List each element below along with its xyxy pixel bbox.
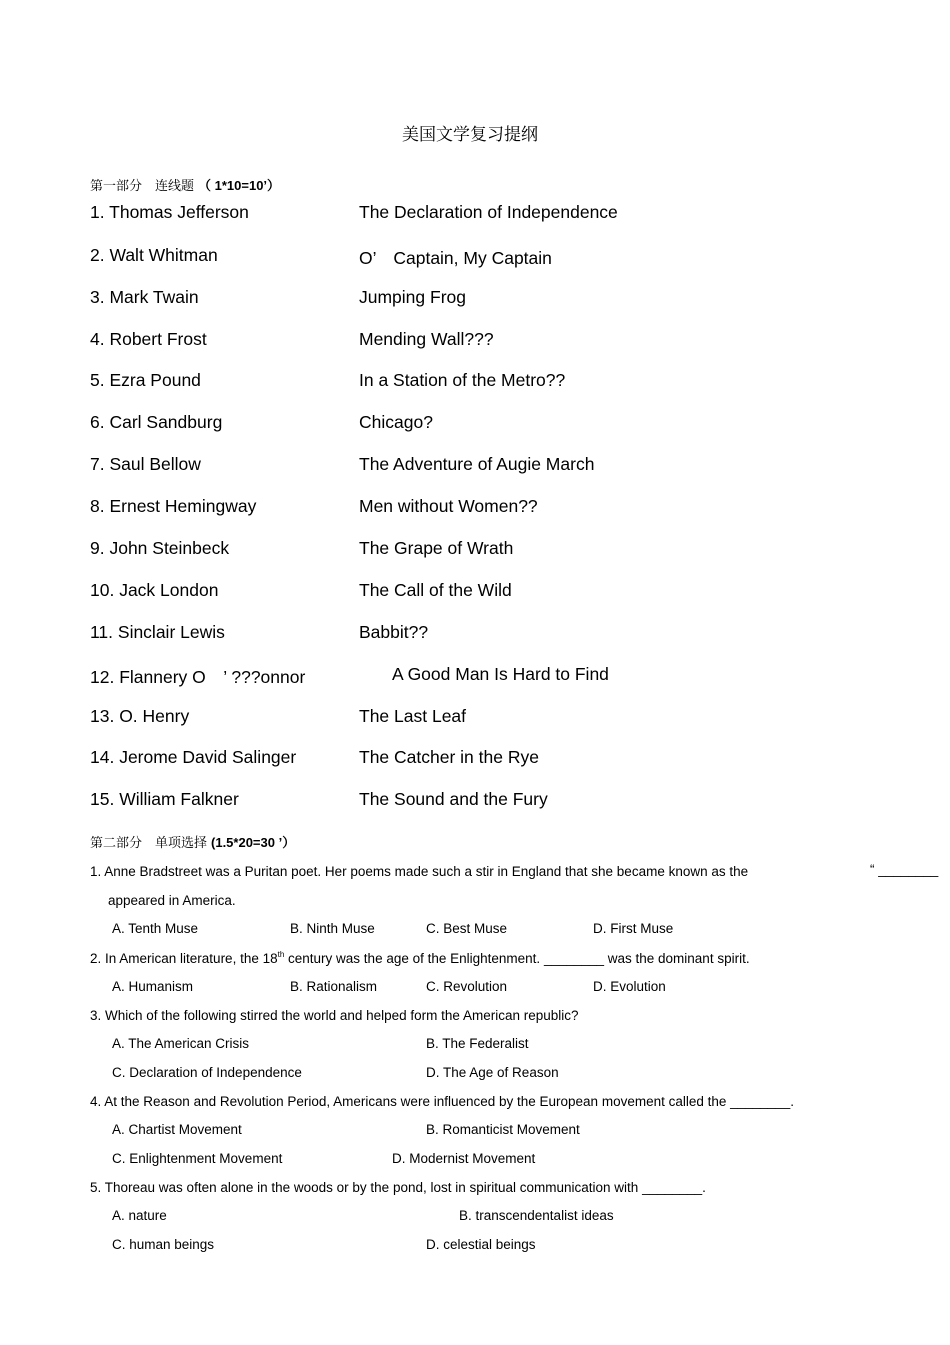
match-author: 10. Jack London	[90, 580, 219, 600]
match-work: Men without Women??	[359, 496, 538, 516]
question-2-option-d: D. Evolution	[593, 979, 666, 994]
question-5-option-c: C. human beings	[112, 1237, 215, 1252]
question-2-option-b: B. Rationalism	[290, 979, 378, 994]
question-1-option-a: A. Tenth Muse	[112, 921, 199, 936]
question-2-text	[90, 950, 750, 966]
match-work: The Last Leaf	[359, 706, 467, 726]
match-row	[90, 245, 870, 269]
question-2-superscript: th	[277, 950, 285, 959]
question-2-text-start: 2. In American literature, the 18	[90, 951, 278, 966]
match-author: 4. Robert Frost	[90, 329, 207, 349]
match-work: Chicago?	[359, 412, 433, 432]
match-work: A Good Man Is Hard to Find	[392, 664, 609, 684]
match-row	[90, 329, 870, 353]
match-work: In a Station of the Metro??	[359, 370, 566, 390]
match-row	[90, 706, 870, 730]
question-4-text: 4. At the Reason and Revolution Period, Americans were influenced by the European movement called the ________.	[90, 1094, 794, 1109]
match-author: 11. Sinclair Lewis	[90, 622, 225, 642]
match-work: The Catcher in the Rye	[359, 747, 539, 767]
match-author: 9. John Steinbeck	[90, 538, 230, 558]
match-row	[90, 287, 870, 311]
question-3-option-c: C. Declaration of Independence	[112, 1065, 302, 1080]
question-5-text: 5. Thoreau was often alone in the woods or by the pond, lost in spiritual communication with ________.	[90, 1180, 706, 1195]
match-work: Jumping Frog	[359, 287, 466, 307]
question-5-option-b: B. transcendentalist ideas	[459, 1208, 614, 1223]
question-4-option-c: C. Enlightenment Movement	[112, 1151, 283, 1166]
question-3-option-b: B. The Federalist	[426, 1036, 529, 1051]
match-row	[90, 202, 870, 226]
question-1-blank: “ ________	[870, 862, 939, 877]
question-2-text-end: century was the age of the Enlightenment. ________ was the dominant spirit.	[284, 951, 750, 966]
question-2-option-a: A. Humanism	[112, 979, 194, 994]
match-work: The Sound and the Fury	[359, 789, 548, 809]
match-row	[90, 664, 870, 688]
question-2-option-c: C. Revolution	[426, 979, 508, 994]
question-1-continuation: appeared in America.	[108, 893, 236, 908]
match-author: 1. Thomas Jefferson	[90, 202, 249, 222]
match-row	[90, 789, 870, 813]
match-work: Babbit??	[359, 622, 429, 642]
match-row	[90, 412, 870, 436]
part1-score: （ 1*10=10’）	[198, 178, 281, 193]
match-work: The Adventure of Augie March	[359, 454, 595, 474]
question-5-option-d: D. celestial beings	[426, 1237, 536, 1252]
part1-heading-label: 第一部分 连线题	[90, 179, 195, 194]
question-3-text: 3. Which of the following stirred the world and helped form the American republic?	[90, 1008, 579, 1023]
question-4-option-b: B. Romanticist Movement	[426, 1122, 580, 1137]
match-row	[90, 580, 870, 604]
match-work: The Call of the Wild	[359, 580, 512, 600]
question-1-option-b: B. Ninth Muse	[290, 921, 375, 936]
part2-heading	[90, 832, 295, 851]
question-3-option-a: A. The American Crisis	[112, 1036, 250, 1051]
question-5-option-a: A. nature	[112, 1208, 167, 1223]
match-author: 14. Jerome David Salinger	[90, 747, 297, 767]
match-author: 15. William Falkner	[90, 789, 239, 809]
match-author: 5. Ezra Pound	[90, 370, 201, 390]
match-work: O’ Captain, My Captain	[359, 248, 552, 268]
match-row	[90, 747, 870, 771]
question-3-option-d: D. The Age of Reason	[426, 1065, 559, 1080]
question-1-option-c: C. Best Muse	[426, 921, 508, 936]
match-work: Mending Wall???	[359, 329, 494, 349]
part1-heading	[90, 175, 280, 194]
match-author: 13. O. Henry	[90, 706, 190, 726]
match-author: 3. Mark Twain	[90, 287, 199, 307]
match-author: 2. Walt Whitman	[90, 245, 218, 265]
match-row	[90, 454, 870, 478]
match-row	[90, 538, 870, 562]
document-title: 美国文学复习提纲	[402, 125, 538, 145]
match-author: 8. Ernest Hemingway	[90, 496, 257, 516]
match-row	[90, 370, 870, 394]
match-row	[90, 496, 870, 520]
match-author: 7. Saul Bellow	[90, 454, 201, 474]
question-4-option-d: D. Modernist Movement	[392, 1151, 536, 1166]
question-1-text: 1. Anne Bradstreet was a Puritan poet. Her poems made such a stir in England that she became known as the	[90, 864, 749, 879]
match-work: The Declaration of Independence	[359, 202, 618, 222]
question-1-option-d: D. First Muse	[593, 921, 674, 936]
question-4-option-a: A. Chartist Movement	[112, 1122, 242, 1137]
match-author: 12. Flannery O ’ ???onnor	[90, 667, 306, 687]
part2-score: (1.5*20=30 ’）	[211, 835, 296, 850]
match-author: 6. Carl Sandburg	[90, 412, 223, 432]
match-work: The Grape of Wrath	[359, 538, 514, 558]
match-row	[90, 622, 870, 646]
part2-heading-label: 第二部分 单项选择	[90, 836, 208, 851]
